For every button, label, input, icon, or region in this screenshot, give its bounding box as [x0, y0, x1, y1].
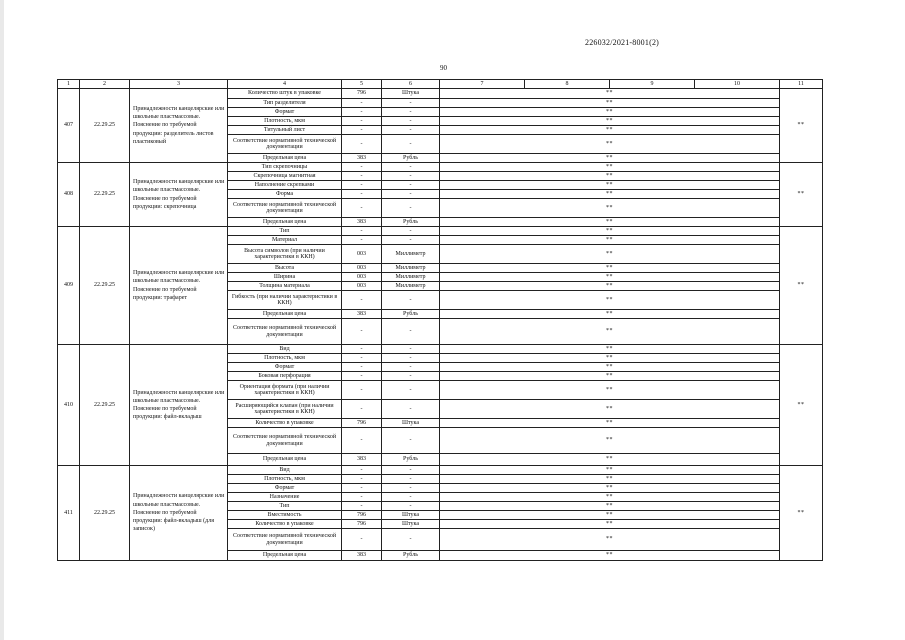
okei-code: - — [342, 99, 382, 108]
column-number: 7 — [440, 80, 525, 89]
characteristic-value: ** — [440, 354, 780, 363]
characteristic-name: Формат — [228, 484, 342, 493]
okei-code: - — [342, 190, 382, 199]
column-11-value: ** — [780, 163, 823, 227]
column-number: 10 — [695, 80, 780, 89]
unit-name: Штука — [382, 89, 440, 99]
characteristic-value: ** — [440, 372, 780, 381]
unit-name: - — [382, 381, 440, 400]
characteristic-value: ** — [440, 135, 780, 154]
unit-name: - — [382, 163, 440, 172]
unit-name: - — [382, 190, 440, 199]
characteristic-name: Высота — [228, 264, 342, 273]
characteristic-name: Предельная цена — [228, 218, 342, 227]
unit-name: - — [382, 135, 440, 154]
characteristic-value: ** — [440, 400, 780, 419]
characteristic-name: Формат — [228, 363, 342, 372]
position-number: 409 — [58, 227, 80, 345]
scan-edge — [0, 0, 4, 640]
characteristic-value: ** — [440, 218, 780, 227]
unit-name: - — [382, 354, 440, 363]
product-name: Принадлежности канцелярские или школьные пластмассовые. Пояснение по требуемой продукции: файл-вкладыш — [130, 345, 228, 466]
okei-code: 796 — [342, 419, 382, 428]
okei-code: - — [342, 381, 382, 400]
registry-table-body — [58, 80, 823, 561]
characteristic-value: ** — [440, 227, 780, 236]
unit-name: - — [382, 108, 440, 117]
characteristic-name: Количество штук в упаковке — [228, 89, 342, 99]
characteristic-value: ** — [440, 484, 780, 493]
characteristic-name: Предельная цена — [228, 310, 342, 319]
characteristic-value: ** — [440, 172, 780, 181]
okei-code: - — [342, 400, 382, 419]
okei-code: - — [342, 163, 382, 172]
okei-code: - — [342, 227, 382, 236]
unit-name: - — [382, 236, 440, 245]
characteristic-value: ** — [440, 551, 780, 561]
characteristic-name: Предельная цена — [228, 154, 342, 163]
characteristic-name: Соответствие нормативной технической документации — [228, 319, 342, 345]
characteristic-name: Количество в упаковке — [228, 419, 342, 428]
unit-name: Миллиметр — [382, 282, 440, 291]
okei-code: - — [342, 319, 382, 345]
column-11-value: ** — [780, 227, 823, 345]
characteristic-value: ** — [440, 190, 780, 199]
unit-name: Рубль — [382, 551, 440, 561]
unit-name: Штука — [382, 520, 440, 529]
table-row — [58, 163, 823, 172]
okei-code: - — [342, 529, 382, 551]
characteristic-value: ** — [440, 99, 780, 108]
product-name: Принадлежности канцелярские или школьные пластмассовые. Пояснение по требуемой продукции: разделитель листов пластиковый — [130, 89, 228, 163]
okei-code: - — [342, 199, 382, 218]
characteristic-name: Боковая перфорация — [228, 372, 342, 381]
table-row — [58, 227, 823, 236]
unit-name: - — [382, 475, 440, 484]
okei-code: - — [342, 172, 382, 181]
characteristic-name: Тип разделителя — [228, 99, 342, 108]
unit-name: - — [382, 428, 440, 454]
unit-name: Штука — [382, 511, 440, 520]
product-name: Принадлежности канцелярские или школьные пластмассовые. Пояснение по требуемой продукции: скрепочница — [130, 163, 228, 227]
characteristic-value: ** — [440, 282, 780, 291]
characteristic-name: Вид — [228, 345, 342, 354]
characteristic-name: Титульный лист — [228, 126, 342, 135]
okei-code: - — [342, 236, 382, 245]
okpd2-code: 22.29.25 — [80, 466, 130, 561]
okei-code: - — [342, 372, 382, 381]
characteristic-value: ** — [440, 363, 780, 372]
characteristic-name: Плотность, мкм — [228, 475, 342, 484]
unit-name: Миллиметр — [382, 273, 440, 282]
okpd2-code: 22.29.25 — [80, 345, 130, 466]
unit-name: Рубль — [382, 310, 440, 319]
unit-name: Рубль — [382, 154, 440, 163]
characteristic-value: ** — [440, 475, 780, 484]
unit-name: - — [382, 345, 440, 354]
characteristic-name: Соответствие нормативной технической документации — [228, 428, 342, 454]
table-row — [58, 466, 823, 475]
characteristic-value: ** — [440, 181, 780, 190]
okei-code: - — [342, 291, 382, 310]
okei-code: - — [342, 117, 382, 126]
unit-name: - — [382, 529, 440, 551]
unit-name: - — [382, 363, 440, 372]
characteristic-value: ** — [440, 273, 780, 282]
characteristic-name: Форма — [228, 190, 342, 199]
characteristic-name: Вид — [228, 466, 342, 475]
okpd2-code: 22.29.25 — [80, 227, 130, 345]
okei-code: - — [342, 475, 382, 484]
position-number: 410 — [58, 345, 80, 466]
characteristic-name: Тип скрепочницы — [228, 163, 342, 172]
position-number: 408 — [58, 163, 80, 227]
okei-code: 796 — [342, 89, 382, 99]
unit-name: - — [382, 117, 440, 126]
okei-code: 383 — [342, 551, 382, 561]
characteristic-name: Предельная цена — [228, 454, 342, 466]
unit-name: - — [382, 319, 440, 345]
page-number: 90 — [440, 64, 447, 72]
table-row — [58, 345, 823, 354]
okei-code: - — [342, 466, 382, 475]
characteristic-value: ** — [440, 163, 780, 172]
okei-code: 383 — [342, 154, 382, 163]
characteristic-value: ** — [440, 381, 780, 400]
characteristic-value: ** — [440, 199, 780, 218]
characteristic-value: ** — [440, 310, 780, 319]
column-11-value: ** — [780, 466, 823, 561]
characteristic-value: ** — [440, 454, 780, 466]
okei-code: - — [342, 181, 382, 190]
characteristic-name: Расширяющийся клапан (при наличии характеристики в ККН) — [228, 400, 342, 419]
column-number: 3 — [130, 80, 228, 89]
column-number: 9 — [610, 80, 695, 89]
characteristic-value: ** — [440, 511, 780, 520]
column-number: 8 — [525, 80, 610, 89]
characteristic-value: ** — [440, 419, 780, 428]
okei-code: 796 — [342, 511, 382, 520]
column-number: 1 — [58, 80, 80, 89]
position-number: 411 — [58, 466, 80, 561]
unit-name: Миллиметр — [382, 264, 440, 273]
characteristic-name: Толщина материала — [228, 282, 342, 291]
column-11-value: ** — [780, 345, 823, 466]
okpd2-code: 22.29.25 — [80, 163, 130, 227]
characteristic-name: Наполнение скрепками — [228, 181, 342, 190]
okei-code: 796 — [342, 520, 382, 529]
characteristic-name: Предельная цена — [228, 551, 342, 561]
unit-name: - — [382, 99, 440, 108]
characteristic-name: Тип — [228, 227, 342, 236]
okei-code: - — [342, 493, 382, 502]
characteristic-value: ** — [440, 245, 780, 264]
characteristic-value: ** — [440, 319, 780, 345]
okei-code: 383 — [342, 218, 382, 227]
unit-name: - — [382, 502, 440, 511]
okei-code: - — [342, 502, 382, 511]
column-number-row — [58, 80, 823, 89]
column-number: 2 — [80, 80, 130, 89]
okei-code: - — [342, 135, 382, 154]
characteristic-value: ** — [440, 502, 780, 511]
characteristic-value: ** — [440, 108, 780, 117]
okei-code: - — [342, 108, 382, 117]
unit-name: Рубль — [382, 218, 440, 227]
unit-name: Миллиметр — [382, 245, 440, 264]
product-name: Принадлежности канцелярские или школьные пластмассовые. Пояснение по требуемой продукции: файл-вкладыш (для записок) — [130, 466, 228, 561]
column-11-value: ** — [780, 89, 823, 163]
okei-code: 003 — [342, 245, 382, 264]
characteristic-name: Соответствие нормативной технической документации — [228, 135, 342, 154]
characteristic-value: ** — [440, 291, 780, 310]
registry-table — [57, 79, 823, 561]
unit-name: - — [382, 493, 440, 502]
characteristic-value: ** — [440, 529, 780, 551]
okei-code: - — [342, 363, 382, 372]
unit-name: - — [382, 126, 440, 135]
characteristic-value: ** — [440, 264, 780, 273]
product-name: Принадлежности канцелярские или школьные пластмассовые. Пояснение по требуемой продукции: трафарет — [130, 227, 228, 345]
column-number: 5 — [342, 80, 382, 89]
characteristic-name: Соответствие нормативной технической документации — [228, 529, 342, 551]
characteristic-value: ** — [440, 89, 780, 99]
okpd2-code: 22.29.25 — [80, 89, 130, 163]
characteristic-name: Ширина — [228, 273, 342, 282]
characteristic-value: ** — [440, 466, 780, 475]
characteristic-name: Соответствие нормативной технической документации — [228, 199, 342, 218]
characteristic-name: Гибкость (при наличии характеристики в ККН) — [228, 291, 342, 310]
unit-name: - — [382, 400, 440, 419]
column-number: 4 — [228, 80, 342, 89]
okei-code: 003 — [342, 273, 382, 282]
characteristic-name: Назначение — [228, 493, 342, 502]
characteristic-value: ** — [440, 154, 780, 163]
characteristic-name: Формат — [228, 108, 342, 117]
characteristic-value: ** — [440, 236, 780, 245]
characteristic-value: ** — [440, 345, 780, 354]
unit-name: - — [382, 181, 440, 190]
column-number: 11 — [780, 80, 823, 89]
okei-code: 383 — [342, 310, 382, 319]
okei-code: - — [342, 126, 382, 135]
okei-code: 383 — [342, 454, 382, 466]
characteristic-value: ** — [440, 493, 780, 502]
unit-name: - — [382, 372, 440, 381]
unit-name: - — [382, 227, 440, 236]
characteristic-name: Плотность, мкм — [228, 117, 342, 126]
characteristic-value: ** — [440, 520, 780, 529]
characteristic-name: Количество в упаковке — [228, 520, 342, 529]
unit-name: - — [382, 172, 440, 181]
okei-code: - — [342, 428, 382, 454]
okei-code: - — [342, 345, 382, 354]
okei-code: - — [342, 354, 382, 363]
characteristic-name: Ориентация формата (при наличии характеристики в ККН) — [228, 381, 342, 400]
unit-name: - — [382, 466, 440, 475]
position-number: 407 — [58, 89, 80, 163]
characteristic-name: Материал — [228, 236, 342, 245]
unit-name: - — [382, 291, 440, 310]
characteristic-name: Вместимость — [228, 511, 342, 520]
okei-code: - — [342, 484, 382, 493]
table-row — [58, 89, 823, 99]
okei-code: 003 — [342, 264, 382, 273]
characteristic-name: Тип — [228, 502, 342, 511]
characteristic-name: Плотность, мкм — [228, 354, 342, 363]
okei-code: 003 — [342, 282, 382, 291]
characteristic-name: Высота символов (при наличии характеристики в ККН) — [228, 245, 342, 264]
document-number: 226032/2021-8001(2) — [585, 38, 660, 47]
characteristic-name: Скрепочница магнитная — [228, 172, 342, 181]
characteristic-value: ** — [440, 117, 780, 126]
column-number: 6 — [382, 80, 440, 89]
characteristic-value: ** — [440, 428, 780, 454]
unit-name: Штука — [382, 419, 440, 428]
unit-name: - — [382, 199, 440, 218]
unit-name: Рубль — [382, 454, 440, 466]
characteristic-value: ** — [440, 126, 780, 135]
unit-name: - — [382, 484, 440, 493]
